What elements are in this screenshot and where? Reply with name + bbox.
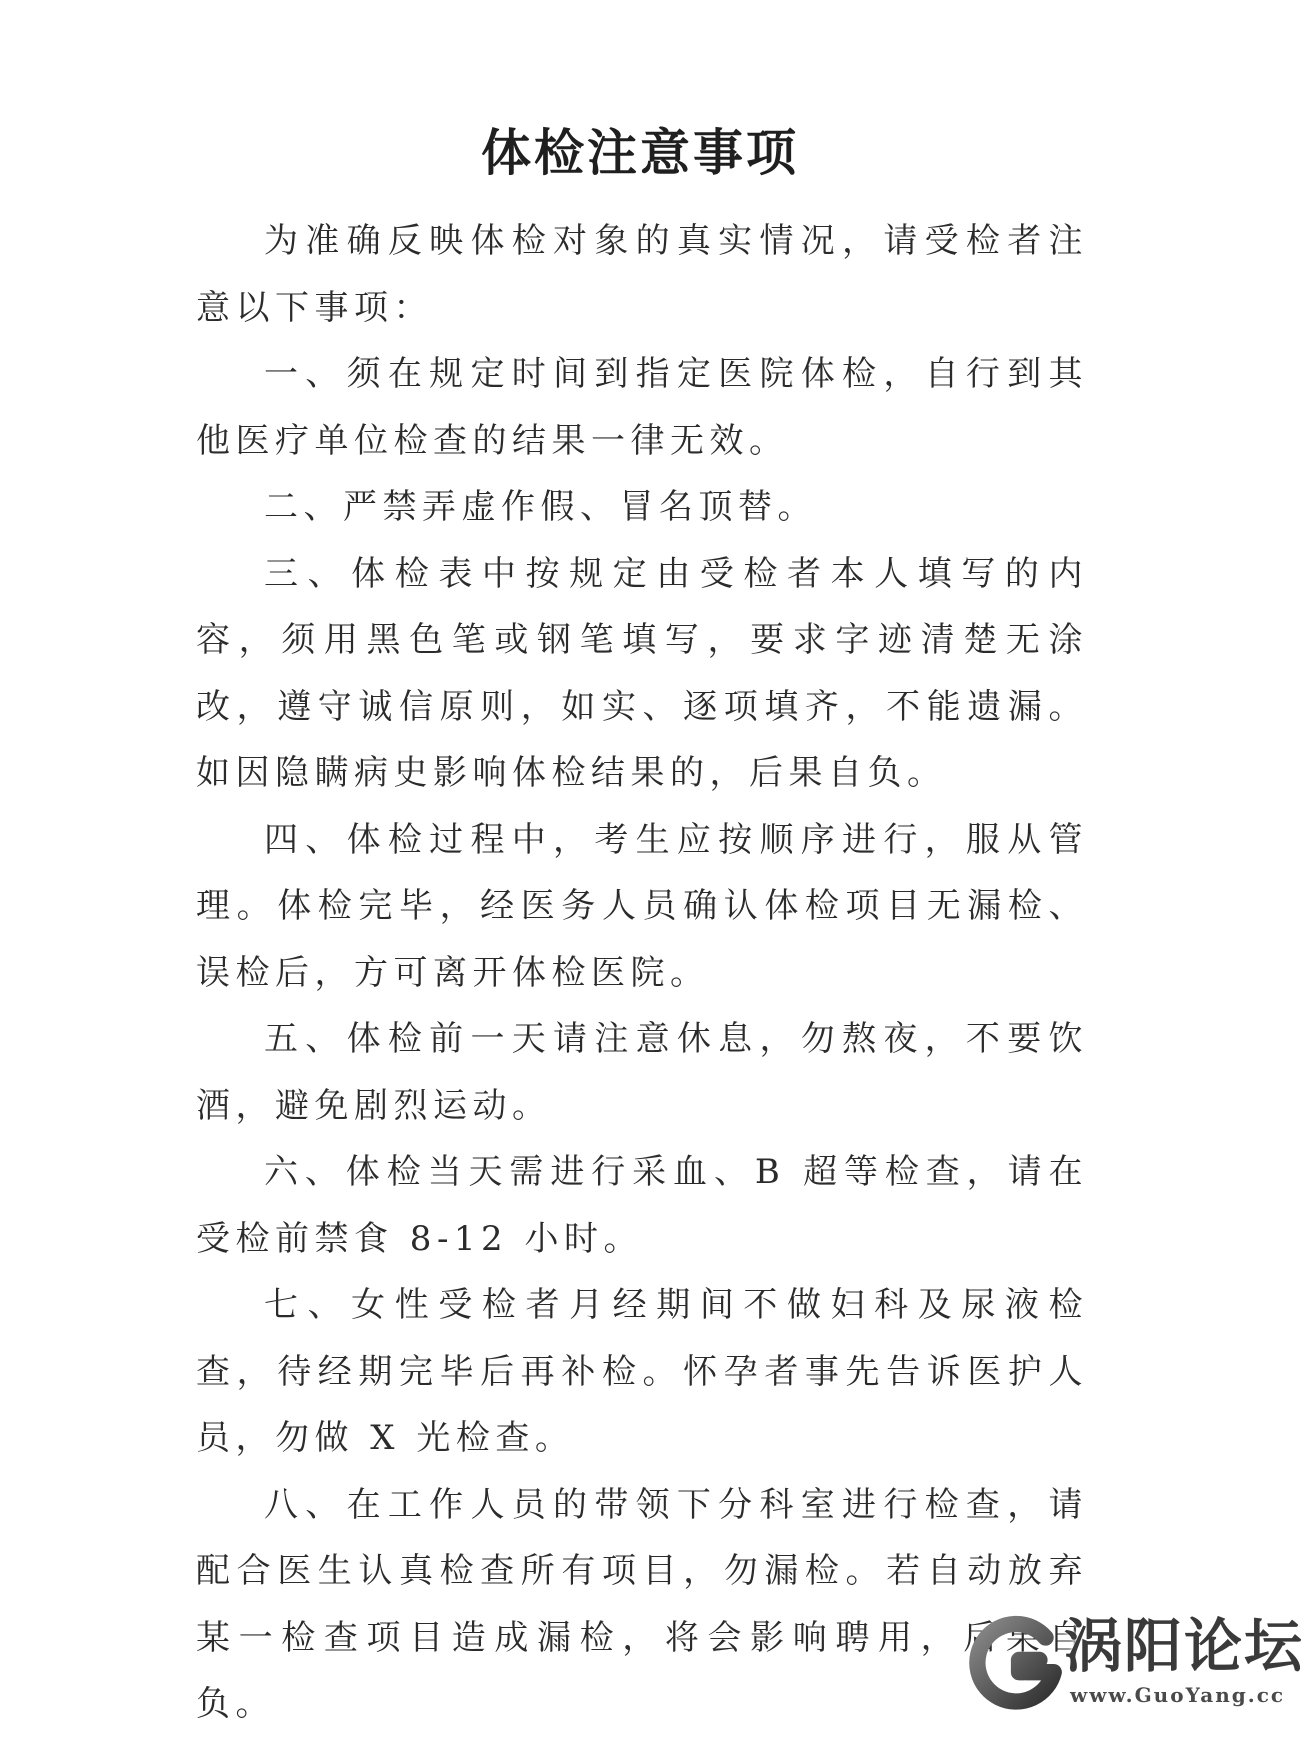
paragraph-item-8: 八、在工作人员的带领下分科室进行检查，请配合医生认真检查所有项目，勿漏检。若自动放弃某一检查项目造成漏检，将会影响聘用，后果自负。 [196, 1484, 1088, 1724]
paragraph-item-3: 三、体检表中按规定由受检者本人填写的内容，须用黑色笔或钢笔填写，要求字迹清楚无涂改，遵守诚信原则，如实、逐项填齐，不能遗漏。如因隐瞒病史影响体检结果的，后果自负。 [196, 553, 1088, 793]
paragraph-item-2: 二、严禁弄虚作假、冒名顶替。 [264, 487, 817, 527]
watermark-site-name: 涡阳论坛 [1064, 1612, 1304, 1680]
paragraph-item-6: 六、体检当天需进行采血、B 超等检查，请在受检前禁食 8-12 小时。 [196, 1152, 1088, 1259]
paragraph-item-7: 七、女性受检者月经期间不做妇科及尿液检查，待经期完毕后再补检。怀孕者事先告诉医护人员，勿做 X 光检查。 [196, 1285, 1088, 1458]
paragraph-item-5: 五、体检前一天请注意休息，勿熬夜，不要饮酒，避免剧烈运动。 [196, 1019, 1088, 1126]
document-title: 体检注意事项 [481, 123, 799, 182]
forum-logo-icon [966, 1611, 1068, 1713]
paragraph-intro: 为准确反映体检对象的真实情况，请受检者注意以下事项： [196, 221, 1088, 328]
site-watermark [966, 1607, 1304, 1719]
paragraph-item-1: 一、须在规定时间到指定医院体检，自行到其他医疗单位检查的结果一律无效。 [196, 354, 1088, 461]
watermark-site-url: www.GuoYang.cc [1070, 1683, 1286, 1707]
document-body [196, 208, 1088, 1738]
paragraph-item-4: 四、体检过程中，考生应按顺序进行，服从管理。体检完毕，经医务人员确认体检项目无漏检、误检后，方可离开体检医院。 [196, 819, 1088, 993]
